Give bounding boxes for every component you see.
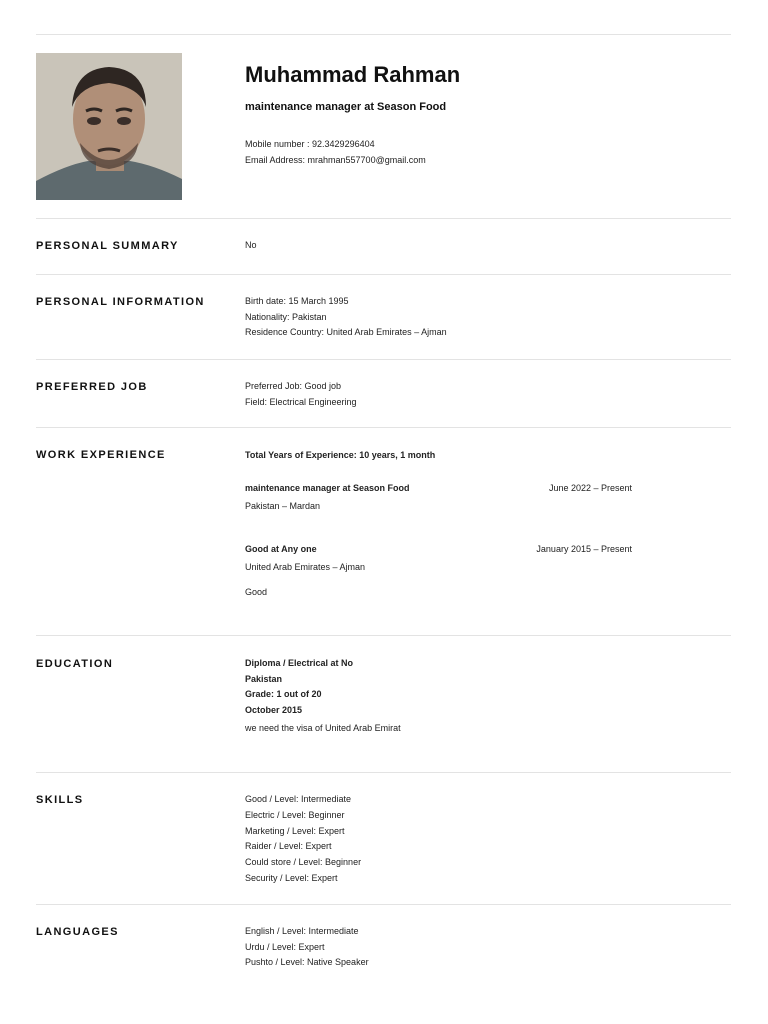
language-item: Pushto / Level: Native Speaker bbox=[245, 957, 369, 967]
education-note: we need the visa of United Arab Emirat bbox=[245, 723, 401, 733]
education-date: October 2015 bbox=[245, 705, 303, 715]
section-title-personal-information: PERSONAL INFORMATION bbox=[36, 296, 205, 308]
divider bbox=[36, 34, 731, 35]
residence-country: Residence Country: United Arab Emirates – Ajman bbox=[245, 327, 447, 337]
email-address: Email Address: mrahman557700@gmail.com bbox=[245, 155, 426, 165]
section-title-languages: LANGUAGES bbox=[36, 926, 119, 938]
section-title-education: EDUCATION bbox=[36, 658, 114, 670]
job-role: Good at Any one bbox=[245, 544, 317, 554]
divider bbox=[36, 427, 731, 428]
job-description: Good bbox=[245, 587, 268, 597]
job-role: maintenance manager at Season Food bbox=[245, 483, 410, 493]
personal-summary-text: No bbox=[245, 240, 257, 250]
divider bbox=[36, 904, 731, 905]
education-degree: Diploma / Electrical at No bbox=[245, 658, 354, 668]
language-item: Urdu / Level: Expert bbox=[245, 942, 325, 952]
language-item: English / Level: Intermediate bbox=[245, 926, 359, 936]
education-grade: Grade: 1 out of 20 bbox=[245, 689, 322, 699]
skill-item: Electric / Level: Beginner bbox=[245, 810, 345, 820]
job-location: United Arab Emirates – Ajman bbox=[245, 562, 366, 572]
divider bbox=[36, 635, 731, 636]
job-dates: January 2015 – Present bbox=[536, 544, 632, 554]
job-location: Pakistan – Mardan bbox=[245, 501, 321, 511]
divider bbox=[36, 359, 731, 360]
birth-date: Birth date: 15 March 1995 bbox=[245, 296, 349, 306]
section-title-skills: SKILLS bbox=[36, 794, 84, 806]
preferred-job: Preferred Job: Good job bbox=[245, 381, 342, 391]
person-photo-icon bbox=[36, 53, 182, 200]
job-field: Field: Electrical Engineering bbox=[245, 397, 357, 407]
section-title-preferred-job: PREFERRED JOB bbox=[36, 381, 148, 393]
divider bbox=[36, 772, 731, 773]
education-country: Pakistan bbox=[245, 674, 283, 684]
candidate-name: Muhammad Rahman bbox=[245, 62, 461, 87]
candidate-headline: maintenance manager at Season Food bbox=[245, 101, 447, 113]
job-dates: June 2022 – Present bbox=[548, 483, 632, 493]
total-experience: Total Years of Experience: 10 years, 1 month bbox=[245, 450, 436, 460]
skill-item: Security / Level: Expert bbox=[245, 873, 338, 883]
skill-item: Raider / Level: Expert bbox=[245, 841, 332, 851]
section-title-personal-summary: PERSONAL SUMMARY bbox=[36, 240, 179, 252]
skill-item: Good / Level: Intermediate bbox=[245, 794, 352, 804]
nationality: Nationality: Pakistan bbox=[245, 312, 327, 322]
mobile-number: Mobile number : 92.3429296404 bbox=[245, 139, 375, 149]
skill-item: Marketing / Level: Expert bbox=[245, 826, 345, 836]
profile-photo bbox=[36, 53, 182, 200]
divider bbox=[36, 274, 731, 275]
section-title-work-experience: WORK EXPERIENCE bbox=[36, 449, 166, 461]
skill-item: Could store / Level: Beginner bbox=[245, 857, 362, 867]
divider bbox=[36, 218, 731, 219]
